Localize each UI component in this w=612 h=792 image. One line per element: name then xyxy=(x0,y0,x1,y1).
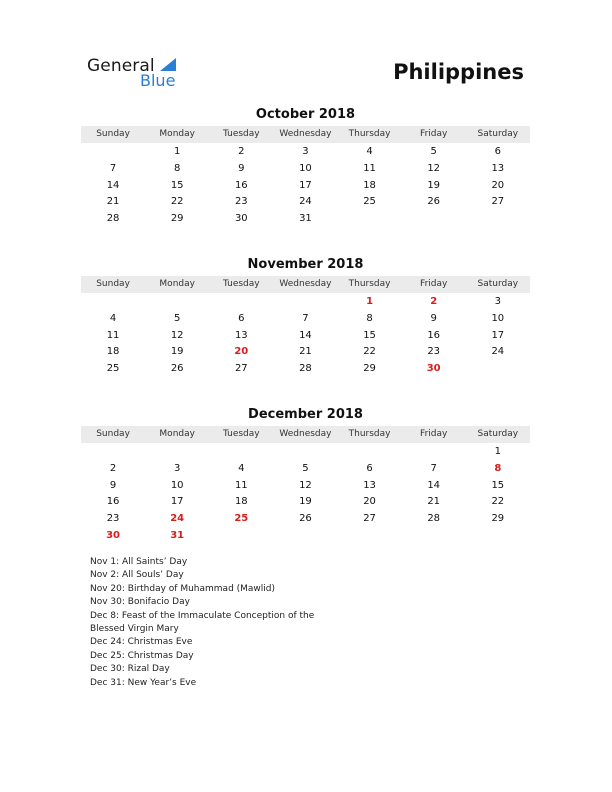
day-cell: 28 xyxy=(106,213,120,225)
day-cell: 2 xyxy=(238,146,245,157)
day-cell: 21 xyxy=(299,346,312,358)
empty-day-cell xyxy=(209,528,273,545)
day-cell: 12 xyxy=(427,162,441,174)
empty-day-cell xyxy=(338,211,402,228)
day-cell: 30 xyxy=(106,529,121,541)
day-cell: 19 xyxy=(170,346,184,358)
logo-word-blue: Blue xyxy=(140,71,176,90)
day-cell: 30 xyxy=(234,213,248,225)
day-cell: 14 xyxy=(299,329,312,341)
day-cell: 16 xyxy=(427,329,441,341)
empty-day-cell xyxy=(209,444,273,461)
day-cell: 28 xyxy=(299,363,312,375)
day-cell: 26 xyxy=(170,363,184,375)
weekday-label: Friday xyxy=(420,129,448,139)
holiday-note: Nov 30: Bonifacio Day xyxy=(90,597,190,608)
weekday-label: Sunday xyxy=(96,429,130,439)
weekday-label: Saturday xyxy=(477,129,519,139)
day-cell: 17 xyxy=(170,496,184,508)
weekday-header xyxy=(81,276,530,293)
day-cell: 23 xyxy=(106,513,120,525)
day-cell: 27 xyxy=(234,363,248,375)
day-cell: 3 xyxy=(174,462,181,474)
day-cell: 13 xyxy=(491,162,505,174)
week-row xyxy=(81,478,530,495)
weekday-label: Saturday xyxy=(477,279,519,289)
day-cell: 22 xyxy=(363,346,376,358)
day-cell: 16 xyxy=(234,179,248,191)
week-row xyxy=(81,511,530,528)
empty-day-cell xyxy=(338,528,402,545)
day-cell: 18 xyxy=(363,179,376,191)
month-title: October 2018 xyxy=(255,107,356,122)
day-cell: 21 xyxy=(427,496,441,508)
day-cell: 11 xyxy=(234,479,248,491)
month-calendar xyxy=(81,406,530,545)
day-cell: 27 xyxy=(363,513,376,525)
holiday-notes xyxy=(90,556,320,690)
empty-day-cell xyxy=(402,528,466,545)
weekday-label: Monday xyxy=(159,279,195,289)
weekday-label: Tuesday xyxy=(223,129,260,139)
empty-day-cell xyxy=(81,444,145,461)
weekday-label: Thursday xyxy=(348,429,391,439)
weekday-label: Friday xyxy=(420,279,448,289)
day-cell: 15 xyxy=(491,479,505,491)
day-cell: 22 xyxy=(491,496,505,508)
day-cell: 25 xyxy=(363,196,376,208)
day-cell: 6 xyxy=(366,462,373,474)
day-cell: 29 xyxy=(363,363,376,375)
empty-day-cell xyxy=(466,211,530,228)
day-cell: 23 xyxy=(427,346,441,358)
day-cell: 18 xyxy=(234,496,248,508)
day-cell: 17 xyxy=(491,329,505,341)
week-row xyxy=(81,444,530,461)
empty-day-cell xyxy=(145,294,209,311)
weekday-label: Sunday xyxy=(96,129,130,139)
day-cell: 14 xyxy=(427,479,441,491)
week-row xyxy=(81,328,530,345)
weekday-label: Wednesday xyxy=(279,279,332,289)
day-cell: 22 xyxy=(170,196,184,208)
country-title: Philippines xyxy=(393,60,524,84)
logo-triangle-icon xyxy=(160,58,176,71)
day-cell: 24 xyxy=(299,196,312,208)
day-cell: 9 xyxy=(430,312,437,324)
day-cell: 10 xyxy=(170,479,184,491)
weekday-header xyxy=(81,426,530,443)
empty-day-cell xyxy=(145,444,209,461)
empty-day-cell xyxy=(273,444,337,461)
week-row xyxy=(81,361,530,378)
weekday-label: Wednesday xyxy=(279,429,332,439)
week-row xyxy=(81,528,530,545)
day-cell: 24 xyxy=(491,346,505,358)
month-title: December 2018 xyxy=(248,407,363,422)
day-cell: 27 xyxy=(491,196,505,208)
day-cell: 4 xyxy=(238,462,245,474)
day-cell: 20 xyxy=(363,496,376,508)
empty-day-cell xyxy=(338,444,402,461)
day-cell: 13 xyxy=(234,329,248,341)
day-cell: 8 xyxy=(494,462,502,474)
day-cell: 11 xyxy=(363,162,376,174)
day-cell: 6 xyxy=(494,146,501,157)
day-cell: 23 xyxy=(234,196,248,208)
weekday-label: Wednesday xyxy=(279,129,332,139)
holiday-note: Nov 2: All Souls’ Day xyxy=(90,570,184,581)
weekday-label: Friday xyxy=(420,429,448,439)
day-cell: 9 xyxy=(238,162,245,174)
weekday-label: Saturday xyxy=(477,429,519,439)
holiday-note: Nov 1: All Saints’ Day xyxy=(90,557,188,567)
day-cell: 19 xyxy=(299,496,312,508)
day-cell: 1 xyxy=(174,146,181,157)
day-cell: 31 xyxy=(170,529,185,541)
week-row xyxy=(81,311,530,328)
day-cell: 31 xyxy=(299,213,312,225)
day-cell: 8 xyxy=(366,312,373,324)
day-cell: 2 xyxy=(430,296,438,307)
holiday-note: Dec 24: Christmas Eve xyxy=(90,637,193,648)
empty-day-cell xyxy=(466,361,530,378)
day-cell: 26 xyxy=(299,513,312,525)
holiday-note: Dec 8: Feast of the Immaculate Conception of the Blessed Virgin Mary xyxy=(90,610,315,635)
day-cell: 5 xyxy=(302,462,309,474)
day-cell: 15 xyxy=(363,329,376,341)
weekday-header xyxy=(81,126,530,143)
weekday-label: Tuesday xyxy=(223,429,260,439)
day-cell: 17 xyxy=(299,179,312,191)
day-cell: 30 xyxy=(426,363,441,375)
week-row xyxy=(81,461,530,478)
day-cell: 10 xyxy=(299,162,312,174)
weekday-label: Monday xyxy=(159,429,195,439)
day-cell: 15 xyxy=(170,179,184,191)
day-cell: 26 xyxy=(427,196,441,208)
day-cell: 25 xyxy=(234,513,249,525)
logo xyxy=(87,56,197,92)
empty-day-cell xyxy=(273,294,337,311)
day-cell: 29 xyxy=(491,513,505,525)
week-row xyxy=(81,294,530,311)
month-title: November 2018 xyxy=(247,257,364,272)
empty-day-cell xyxy=(81,294,145,311)
day-cell: 8 xyxy=(174,162,181,174)
day-cell: 28 xyxy=(427,513,441,525)
day-cell: 10 xyxy=(491,312,505,324)
day-cell: 11 xyxy=(106,329,120,341)
week-row xyxy=(81,344,530,361)
day-cell: 24 xyxy=(170,513,185,525)
day-cell: 12 xyxy=(299,479,312,491)
holiday-note: Dec 31: New Year’s Eve xyxy=(90,677,197,688)
day-cell: 7 xyxy=(430,462,437,474)
weekday-label: Sunday xyxy=(96,279,130,289)
day-cell: 20 xyxy=(491,179,505,191)
day-cell: 12 xyxy=(170,329,184,341)
day-cell: 7 xyxy=(302,312,309,324)
day-cell: 2 xyxy=(109,462,117,474)
month-calendar xyxy=(81,256,530,378)
day-cell: 4 xyxy=(109,312,117,324)
day-cell: 5 xyxy=(430,146,437,157)
holiday-note: Nov 20: Birthday of Muhammad (Mawlid) xyxy=(90,583,276,594)
day-cell: 21 xyxy=(106,196,120,208)
day-cell: 3 xyxy=(494,296,501,307)
week-row xyxy=(81,144,530,161)
day-cell: 4 xyxy=(366,146,373,157)
day-cell: 5 xyxy=(174,312,181,324)
empty-day-cell xyxy=(81,144,145,161)
week-row xyxy=(81,494,530,511)
holiday-note: Dec 25: Christmas Day xyxy=(90,650,194,661)
weekday-label: Tuesday xyxy=(223,279,260,289)
day-cell: 16 xyxy=(106,496,120,508)
day-cell: 29 xyxy=(170,213,184,225)
week-row xyxy=(81,161,530,178)
logo-word-general: General xyxy=(87,56,155,76)
empty-day-cell xyxy=(402,211,466,228)
week-row xyxy=(81,194,530,211)
month-calendar xyxy=(81,106,530,228)
day-cell: 6 xyxy=(238,312,245,324)
day-cell: 20 xyxy=(234,346,249,358)
weekday-label: Thursday xyxy=(348,129,391,139)
day-cell: 7 xyxy=(109,162,117,174)
week-row xyxy=(81,211,530,228)
day-cell: 1 xyxy=(366,296,374,307)
day-cell: 18 xyxy=(106,346,120,358)
day-cell: 13 xyxy=(363,479,376,491)
weekday-label: Thursday xyxy=(348,279,391,289)
day-cell: 3 xyxy=(302,146,309,157)
empty-day-cell xyxy=(209,294,273,311)
day-cell: 1 xyxy=(494,446,501,457)
day-cell: 14 xyxy=(106,179,120,191)
empty-day-cell xyxy=(466,528,530,545)
empty-day-cell xyxy=(402,444,466,461)
empty-day-cell xyxy=(273,528,337,545)
week-row xyxy=(81,178,530,195)
day-cell: 25 xyxy=(106,363,120,375)
day-cell: 19 xyxy=(427,179,441,191)
weekday-label: Monday xyxy=(159,129,195,139)
day-cell: 9 xyxy=(109,479,117,491)
holiday-note: Dec 30: Rizal Day xyxy=(90,664,170,675)
